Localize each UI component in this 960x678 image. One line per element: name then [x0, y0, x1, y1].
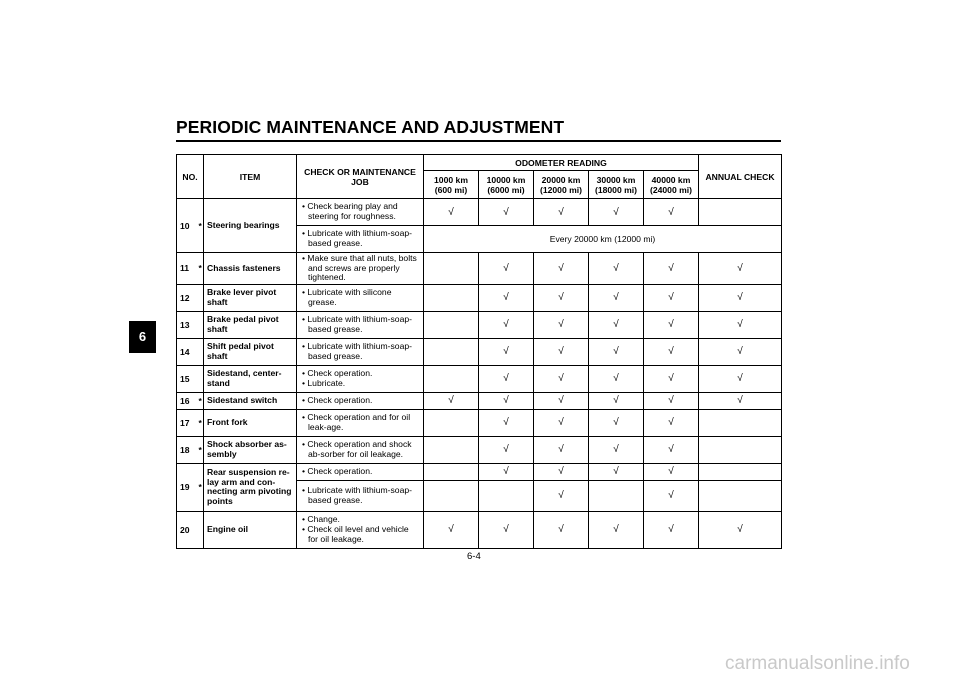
- table-row: [177, 284, 782, 311]
- row-item: Chassis fasteners: [204, 253, 297, 285]
- row-item: Brake lever pivot shaft: [204, 284, 297, 311]
- title-rule: [176, 140, 781, 142]
- check-cell: √: [589, 284, 644, 311]
- empty-cell: [699, 409, 782, 436]
- check-cell: √: [479, 338, 534, 365]
- empty-cell: [699, 463, 782, 480]
- row-item: Rear suspension re-lay arm and con-necting arm pivoting points: [204, 463, 297, 511]
- check-cell: √: [699, 311, 782, 338]
- empty-cell: [424, 480, 479, 511]
- row-item: Shift pedal pivot shaft: [204, 338, 297, 365]
- check-cell: √: [589, 253, 644, 285]
- empty-cell: [699, 199, 782, 226]
- watermark-text: carmanualsonline.info: [725, 653, 910, 674]
- table-row: [177, 199, 782, 226]
- row-job: [297, 463, 424, 480]
- row-job: [297, 365, 424, 392]
- check-cell: √: [699, 511, 782, 548]
- check-cell: √: [644, 199, 699, 226]
- row-item: Front fork: [204, 409, 297, 436]
- check-cell: √: [589, 463, 644, 480]
- row-star: [196, 338, 204, 365]
- row-item: Engine oil: [204, 511, 297, 548]
- row-job: [297, 338, 424, 365]
- job-line: • Lubricate with lithium-soap-based grease.: [300, 342, 420, 361]
- row-job: [297, 311, 424, 338]
- check-cell: √: [534, 480, 589, 511]
- table-row: [177, 253, 782, 285]
- table-row: [177, 338, 782, 365]
- check-cell: √: [534, 436, 589, 463]
- check-cell: √: [534, 311, 589, 338]
- odo-mi: (24000 mi): [649, 184, 693, 195]
- job-line: • Lubricate with silicone grease.: [300, 288, 420, 307]
- check-cell: √: [479, 463, 534, 480]
- header-no: NO.: [177, 155, 204, 199]
- check-cell: √: [479, 409, 534, 436]
- check-cell: √: [479, 436, 534, 463]
- check-cell: √: [644, 463, 699, 480]
- check-cell: √: [644, 338, 699, 365]
- job-line: • Check bearing play and steering for roughness.: [300, 202, 420, 221]
- row-job: [297, 226, 424, 253]
- check-cell: √: [699, 284, 782, 311]
- check-cell: √: [699, 365, 782, 392]
- row-item: Brake pedal pivot shaft: [204, 311, 297, 338]
- check-cell: √: [589, 409, 644, 436]
- check-cell: √: [534, 392, 589, 409]
- page-number: 6-4: [467, 551, 481, 562]
- row-star: *: [196, 199, 204, 253]
- check-cell: √: [644, 409, 699, 436]
- row-star: [196, 284, 204, 311]
- row-star: [196, 365, 204, 392]
- row-job: [297, 511, 424, 548]
- row-job: [297, 436, 424, 463]
- job-line: • Make sure that all nuts, bolts and screws are properly tightened.: [300, 254, 420, 283]
- check-cell: √: [589, 311, 644, 338]
- row-item: Shock absorber as-sembly: [204, 436, 297, 463]
- row-number: 15: [177, 365, 196, 392]
- check-cell: √: [644, 284, 699, 311]
- job-line: • Lubricate with lithium-soap-based grease.: [300, 315, 420, 334]
- row-item: Sidestand, center-stand: [204, 365, 297, 392]
- check-cell: √: [589, 338, 644, 365]
- row-star: *: [196, 463, 204, 511]
- row-item: Steering bearings: [204, 199, 297, 253]
- row-star: [196, 311, 204, 338]
- check-cell: √: [424, 511, 479, 548]
- row-number: 19: [177, 463, 196, 511]
- row-job: [297, 409, 424, 436]
- table-row: [177, 365, 782, 392]
- header-odo-20000: [534, 171, 589, 199]
- odo-mi: (600 mi): [434, 184, 468, 195]
- check-cell: √: [644, 511, 699, 548]
- row-number: 10: [177, 199, 196, 253]
- job-line: • Check operation.: [300, 467, 420, 477]
- check-cell: √: [589, 392, 644, 409]
- job-line: • Change.: [300, 515, 420, 525]
- job-line: • Lubricate with lithium-soap-based grease.: [300, 229, 420, 248]
- check-cell: √: [644, 253, 699, 285]
- odo-mi: (6000 mi): [487, 184, 525, 195]
- odo-km: 20000 km: [541, 174, 581, 185]
- check-cell: √: [589, 199, 644, 226]
- empty-cell: [424, 463, 479, 480]
- job-line: • Lubricate.: [300, 379, 420, 389]
- header-odo-10000: [479, 171, 534, 199]
- table-row: [177, 392, 782, 409]
- row-star: *: [196, 409, 204, 436]
- row-star: *: [196, 253, 204, 285]
- interval-note: Every 20000 km (12000 mi): [424, 226, 782, 253]
- empty-cell: [424, 409, 479, 436]
- check-cell: √: [534, 199, 589, 226]
- check-cell: √: [424, 392, 479, 409]
- row-job: [297, 392, 424, 409]
- check-cell: √: [534, 365, 589, 392]
- empty-cell: [424, 365, 479, 392]
- odo-mi: (12000 mi): [539, 184, 583, 195]
- check-cell: √: [589, 365, 644, 392]
- chapter-tab: 6: [129, 321, 156, 353]
- empty-cell: [424, 436, 479, 463]
- odo-mi: (18000 mi): [594, 184, 638, 195]
- job-line: • Check operation and shock ab-sorber for oil leakage.: [300, 440, 420, 459]
- empty-cell: [424, 311, 479, 338]
- empty-cell: [424, 338, 479, 365]
- row-job: [297, 199, 424, 226]
- odo-km: 40000 km: [651, 174, 691, 185]
- row-star: *: [196, 392, 204, 409]
- odo-km: 30000 km: [596, 174, 636, 185]
- page-title: PERIODIC MAINTENANCE AND ADJUSTMENT: [176, 117, 565, 137]
- header-annual: ANNUAL CHECK: [699, 155, 782, 199]
- check-cell: √: [534, 284, 589, 311]
- odo-km: 1000 km: [434, 174, 468, 185]
- check-cell: √: [534, 409, 589, 436]
- empty-cell: [699, 480, 782, 511]
- row-job: [297, 480, 424, 511]
- check-cell: √: [479, 199, 534, 226]
- check-cell: √: [479, 365, 534, 392]
- row-star: [196, 511, 204, 548]
- check-cell: √: [644, 392, 699, 409]
- check-cell: √: [479, 253, 534, 285]
- row-number: 16: [177, 392, 196, 409]
- check-cell: √: [479, 392, 534, 409]
- odo-km: 10000 km: [486, 174, 526, 185]
- job-line: • Check operation.: [300, 396, 420, 406]
- maintenance-table: [176, 154, 782, 549]
- job-line: • Lubricate with lithium-soap-based grease.: [300, 486, 420, 505]
- check-cell: √: [699, 253, 782, 285]
- table-row: [177, 436, 782, 463]
- check-cell: √: [589, 436, 644, 463]
- check-cell: √: [424, 199, 479, 226]
- job-line: • Check operation.: [300, 369, 420, 379]
- check-cell: √: [699, 338, 782, 365]
- row-item: Sidestand switch: [204, 392, 297, 409]
- table-row: [177, 311, 782, 338]
- job-line: • Check oil level and vehicle for oil leakage.: [300, 525, 420, 544]
- row-number: 14: [177, 338, 196, 365]
- check-cell: √: [644, 365, 699, 392]
- check-cell: √: [534, 511, 589, 548]
- empty-cell: [699, 436, 782, 463]
- check-cell: √: [644, 480, 699, 511]
- row-number: 17: [177, 409, 196, 436]
- check-cell: √: [699, 392, 782, 409]
- row-number: 20: [177, 511, 196, 548]
- empty-cell: [424, 284, 479, 311]
- table-row: [177, 511, 782, 548]
- check-cell: √: [644, 436, 699, 463]
- check-cell: √: [479, 511, 534, 548]
- empty-cell: [424, 253, 479, 285]
- check-cell: √: [479, 311, 534, 338]
- row-star: *: [196, 436, 204, 463]
- header-item: ITEM: [204, 155, 297, 199]
- check-cell: √: [589, 511, 644, 548]
- header-odo-30000: [589, 171, 644, 199]
- check-cell: √: [534, 338, 589, 365]
- row-number: 18: [177, 436, 196, 463]
- row-number: 13: [177, 311, 196, 338]
- maintenance-table-wrapper: [176, 154, 781, 549]
- row-number: 11: [177, 253, 196, 285]
- check-cell: √: [534, 463, 589, 480]
- job-line: • Check operation and for oil leak-age.: [300, 413, 420, 432]
- header-odometer: ODOMETER READING: [424, 155, 699, 171]
- table-row: [177, 463, 782, 480]
- empty-cell: [479, 480, 534, 511]
- header-odo-40000: [644, 171, 699, 199]
- check-cell: √: [534, 253, 589, 285]
- row-number: 12: [177, 284, 196, 311]
- header-odo-1000: [424, 171, 479, 199]
- table-row: [177, 409, 782, 436]
- row-job: [297, 253, 424, 285]
- check-cell: √: [479, 284, 534, 311]
- check-cell: √: [644, 311, 699, 338]
- row-job: [297, 284, 424, 311]
- empty-cell: [589, 480, 644, 511]
- header-job: CHECK OR MAINTENANCE JOB: [297, 155, 424, 199]
